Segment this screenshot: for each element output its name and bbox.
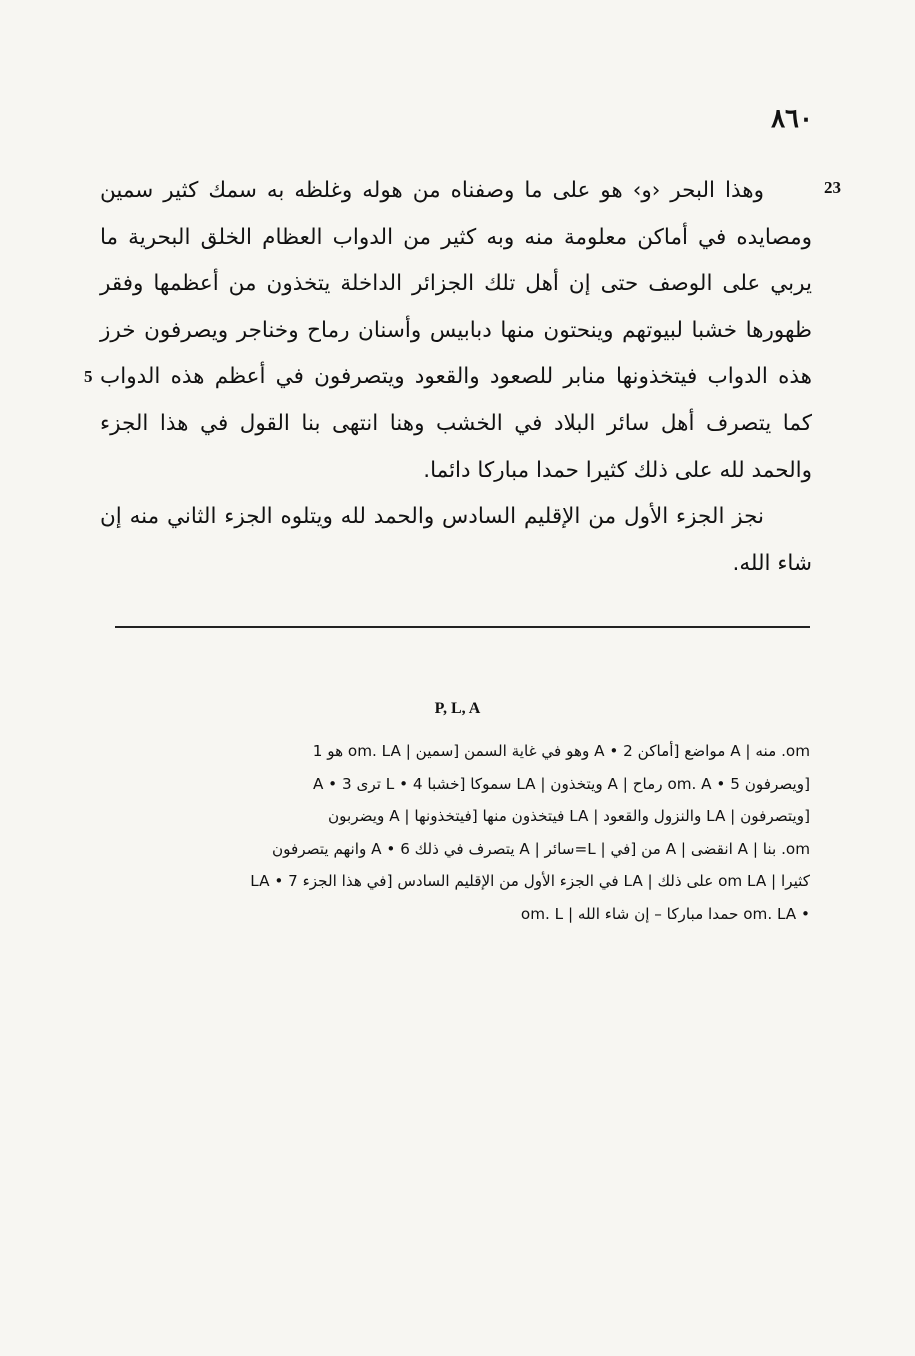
main-text-body	[100, 168, 812, 587]
line-number-23: 23	[824, 178, 841, 197]
apparatus-line: • om. LA حمدا مباركا – إن شاء الله | om. L	[520, 904, 810, 923]
apparatus-line: om. منه | A مواضع [أماكن 2 • A وهو في غاية السمن [سمين | om. LA هو 1	[312, 742, 810, 760]
apparatus-line: [ويتصرفون | LA والنزول والقعود | LA فيتخذون منها [فيتخذونها | A ويضربون	[328, 807, 810, 825]
critical-apparatus	[110, 735, 810, 930]
line-number-5: 5	[84, 367, 93, 386]
apparatus-line: om. بنا | A انقضى | A من [في | L=سائر | A يتصرف في ذلك 6 • A وانهم يتصرفون	[272, 839, 810, 858]
footnote-divider	[115, 626, 810, 628]
main-paragraph-2: نجز الجزء الأول من الإقليم السادس والحمد لله ويتلوه الجزء الثاني منه إن شاء الله.	[100, 504, 812, 576]
main-paragraph-1: وهذا البحر ‹و› هو على ما وصفناه من هوله وغلظه به سمك كثير سمين ومصايده في أماكن معلومة منه وبه كثير من الدواب العظام الخلق البحرية ما يربي على الوصف حتى إن أهل تلك الجزائر الداخلة يتخذون من أعظمها وفقر ظهورها خشبا لبيوتهم وينحتون منها دبابيس وأسنان رماح وخناجر ويصرفون خرز هذه الدواب فيتخذونها منابر للصعود والقعود ويتصرفون في أعظم هذه الدواب كما يتصرف أهل سائر البلاد في الخشب وهنا انتهى بنا القول في هذا الجزء والحمد لله على ذلك كثيرا حمدا مباركا دائما.	[100, 178, 812, 483]
page-number: ٨٦٠	[771, 104, 813, 134]
apparatus-sigla: P, L, A	[434, 700, 481, 717]
apparatus-line: [ويصرفون 5 • om. A رماح | A ويتخذون | LA سموكا [خشبا 4 • L ترى 3 • A	[312, 774, 810, 793]
apparatus-line: كثيرا | om LA على ذلك | LA في الجزء الأول من الإقليم السادس [في هذا الجزء 7 • LA	[250, 872, 810, 890]
